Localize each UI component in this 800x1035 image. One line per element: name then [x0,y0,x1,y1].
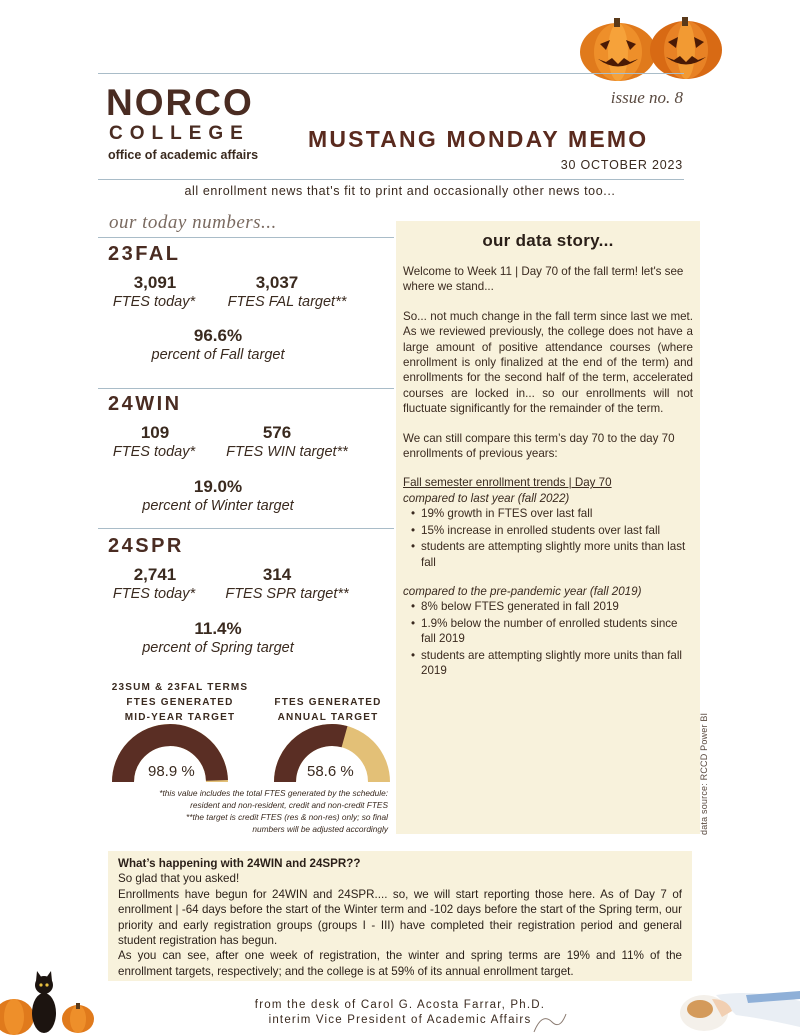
happening-paragraph: Enrollments have begun for 24WIN and 24SPR.... so, we will start reporting those here. As of Day 7 of enrollment | -64 days before the start of the Winter term and -102 days before the start of the Spring term, our priority and early registration groups (groups I - III) have completed their registration period and general student registration has begun. [118,887,682,948]
comparison-list [403,506,693,570]
ftes-today-value: 3,091 [133,273,177,292]
signature-name: from the desk of Carol G. Acosta Farrar, Ph.D. [254,999,546,1011]
comparison-heading: compared to last year (fall 2022) [403,491,570,505]
ftes-target-label: FTES SPR target** [225,586,349,602]
data-story-panel [396,221,700,834]
whats-happening-box [108,851,692,981]
ftes-target-label: FTES FAL target** [227,294,347,310]
data-source-note: data source: RCCD Power BI [699,712,709,835]
ftes-today-label: FTES today* [112,586,196,602]
data-story-body [403,264,693,692]
percent-target-value: 19.0% [193,477,243,496]
ftes-target-label: FTES WIN target** [226,444,348,460]
happening-question: What’s happening with 24WIN and 24SPR?? [118,857,361,870]
gauge-title-line: FTES GENERATED [274,697,382,708]
story-paragraph: So... not much change in the fall term since last we met. As we reviewed previously, the college does not have a large amount of positive attendance courses (where enrollment is only finalized at the end of the term) and enrollments for the second half of the term, accelerated courses are locked in... so our enrollments will not fluctuate significantly for the remainder of the term. [403,309,693,416]
percent-target-label: percent of Fall target [151,347,285,363]
jack-o-lantern-icon [578,12,728,82]
comparison-heading: compared to the pre-pandemic year (fall 2019) [403,584,642,598]
tagline: all enrollment news that's fit to print and occasionally other news too... [184,184,616,198]
footnote-line: **the target is credit FTES (res & non-res) only; so final [186,812,388,822]
gauge-value: 98.9 % [148,763,195,780]
term-heading: 24SPR [108,535,184,557]
percent-target-value: 11.4% [194,619,242,638]
header-top-rule [98,73,684,74]
percent-target-label: percent of Spring target [142,640,294,656]
comparison-list [403,599,693,678]
gauge-title-line: 23SUM & 23FAL TERMS [111,682,249,693]
numbers-section-title: our today numbers... [109,212,277,233]
list-item: • 15% increase in enrolled students over last fall [403,523,693,538]
gauge-title [262,695,394,725]
ftes-target-value: 314 [262,565,292,584]
college-logo-wordmark: NORCO [106,82,254,123]
office-name: office of academic affairs [108,148,259,162]
ftes-target-value: 576 [262,423,292,442]
ftes-today-label: FTES today* [112,444,196,460]
issue-number: issue no. 8 [610,88,683,107]
list-item: • 8% below FTES generated in fall 2019 [403,599,693,614]
page-title: MUSTANG MONDAY MEMO [308,126,649,152]
signature-title: interim Vice President of Academic Affairs [268,1014,532,1026]
trend-heading: Fall semester enrollment trends | Day 70 [403,476,612,490]
section-rule [98,528,394,529]
section-rule [98,237,394,238]
gauge-title-line: ANNUAL TARGET [277,712,379,723]
footnote-line: resident and non-resident, credit and non-credit FTES [190,800,388,810]
term-heading: 23FAL [108,243,181,265]
footnote-line: numbers will be adjusted accordingly [252,824,388,834]
gauge-title [95,680,265,725]
term-heading: 24WIN [108,393,182,415]
footnote-line: *this value includes the total FTES generated by the schedule: [159,788,388,798]
list-item: • 19% growth in FTES over last fall [403,506,693,521]
story-paragraph: Welcome to Week 11 | Day 70 of the fall term! let's see where we stand... [403,265,684,294]
signature-block [0,998,800,1028]
ftes-today-value: 2,741 [133,565,177,584]
list-item: • students are attempting slightly more units than last fall [403,539,693,570]
header-bottom-rule [98,179,684,180]
happening-paragraph: As you can see, after one week of registration, the winter and spring terms are 19% and 11% of the enrollment targets, respectively; and the college is at 59% of its annual enrollment target. [118,949,682,978]
ftes-target-value: 3,037 [255,273,299,292]
data-story-title: our data story... [482,231,614,250]
percent-target-label: percent of Winter target [142,498,294,514]
ftes-today-value: 109 [140,423,170,442]
happening-answer: So glad that you asked! [118,872,240,886]
list-item: • 1.9% below the number of enrolled students since fall 2019 [403,616,693,647]
percent-target-value: 96.6% [193,326,243,345]
gauge-title-line: FTES GENERATED [126,697,234,708]
gauge-value: 58.6 % [307,763,354,780]
college-logo-subword: COLLEGE [109,123,250,144]
ftes-today-label: FTES today* [112,294,196,310]
section-rule [98,388,394,389]
story-paragraph: We can still compare this term’s day 70 to the day 70 enrollments of previous years: [403,431,675,461]
gauge-title-line: MID-YEAR TARGET [124,712,236,723]
list-item: • students are attempting slightly more units than fall 2019 [403,648,693,679]
memo-date: 30 OCTOBER 2023 [560,158,683,172]
